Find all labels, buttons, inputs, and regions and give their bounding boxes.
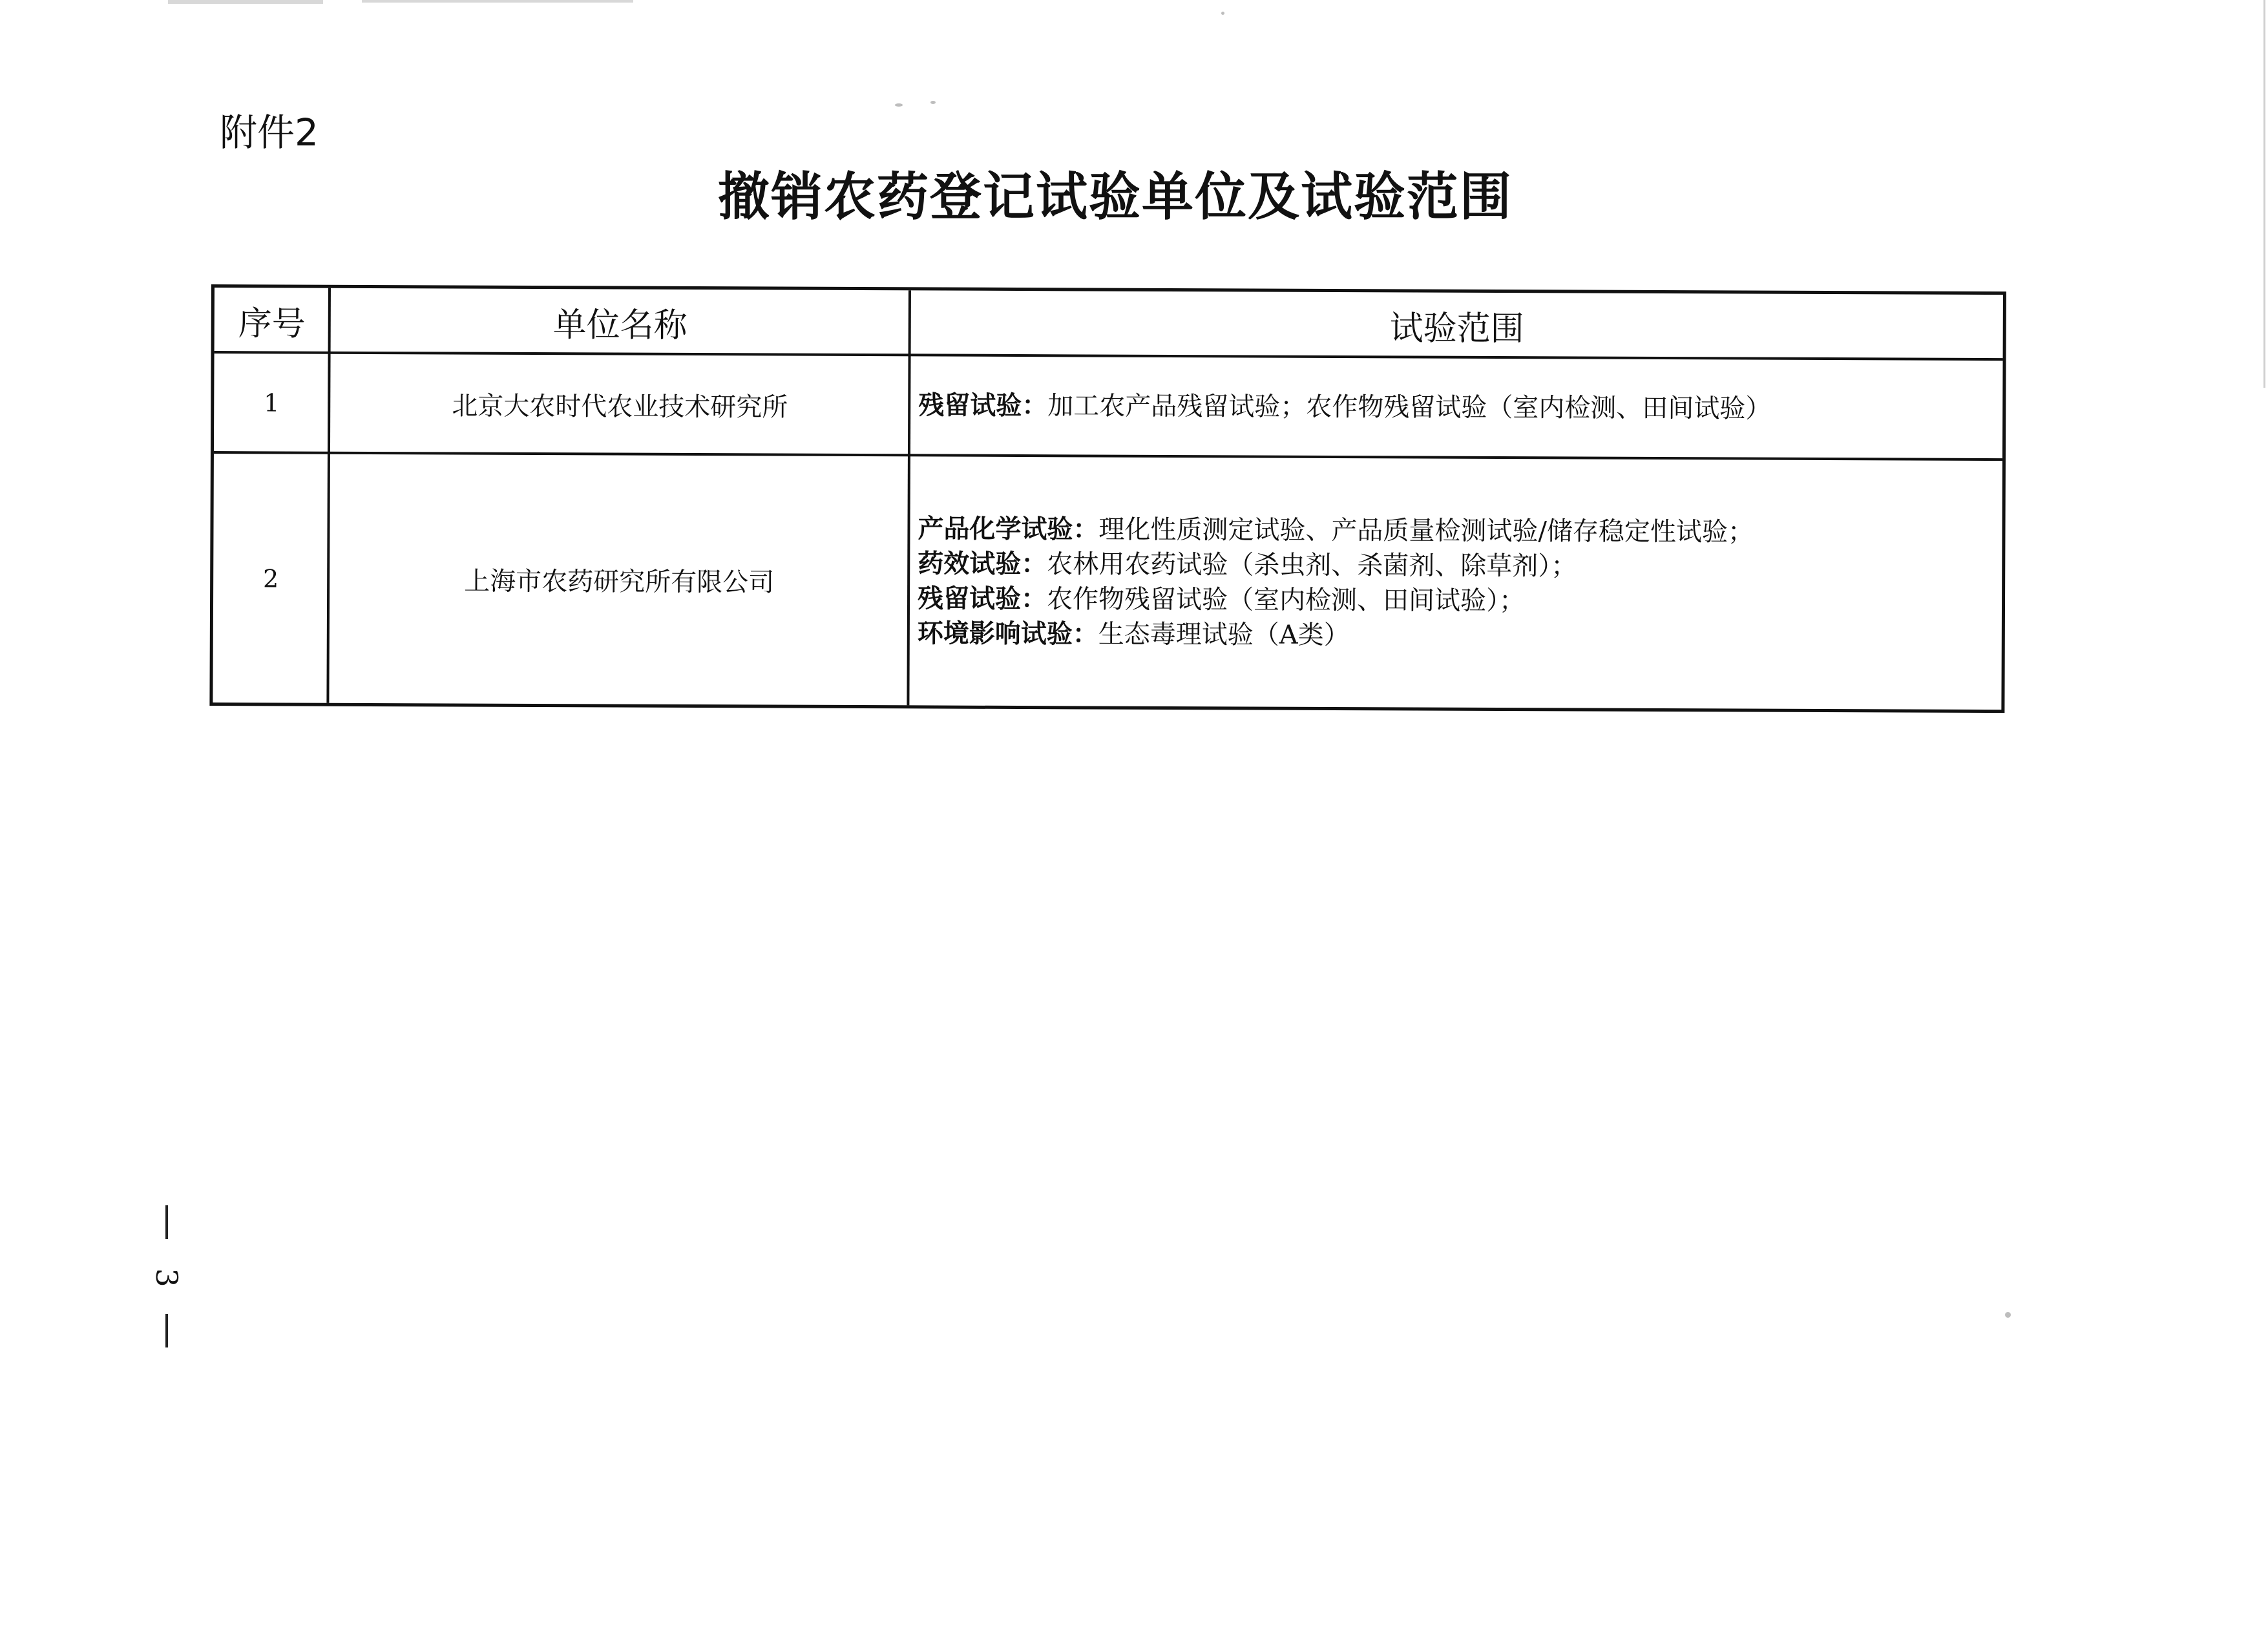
row-2-index: 2 <box>262 564 279 593</box>
scan-speck <box>930 101 936 104</box>
header-unit-name: 单位名称 <box>552 305 688 345</box>
scope-category: 环境影响试验： <box>917 618 1098 650</box>
page-number-dash <box>165 1314 168 1347</box>
scope-category: 残留试验： <box>918 390 1048 421</box>
row-2-unit-name: 上海市农药研究所有限公司 <box>464 566 775 598</box>
revocation-table <box>209 284 2006 713</box>
scan-speck <box>2005 1312 2011 1318</box>
scope-line <box>918 581 1525 618</box>
scope-category: 产品化学试验： <box>918 513 1099 545</box>
scope-category: 残留试验： <box>917 583 1047 614</box>
page-number-marker <box>149 1205 184 1360</box>
scope-detail: 农林用农药试验（杀虫剂、杀菌剂、除草剂）； <box>1047 549 1577 581</box>
scan-speck <box>1221 12 1224 15</box>
scope-detail: 理化性质测定试验、产品质量检测试验/储存稳定性试验； <box>1098 514 1754 547</box>
scan-edge-strip <box>362 0 633 3</box>
scope-line <box>918 546 1577 584</box>
document-title: 撤销农药登记试验单位及试验范围 <box>718 167 1513 227</box>
attachment-label: 附件2 <box>220 111 319 154</box>
scope-detail: 农作物残留试验（室内检测、田间试验）； <box>1046 584 1526 616</box>
header-index: 序号 <box>238 304 306 344</box>
scope-line <box>918 388 1771 426</box>
scope-detail: 生态毒理试验（A类） <box>1098 619 1350 650</box>
page-number-dash <box>165 1205 168 1239</box>
scope-line <box>918 511 1754 549</box>
scope-line <box>918 616 1350 653</box>
scan-right-edge <box>2263 0 2265 388</box>
scope-detail: 加工农产品残留试验；农作物残留试验（室内检测、田间试验） <box>1047 391 1772 424</box>
scope-category: 药效试验： <box>918 548 1047 579</box>
row-2-scope <box>909 456 2002 710</box>
header-scope: 试验范围 <box>1389 308 1524 348</box>
row-1-index: 1 <box>264 388 280 417</box>
row-1-unit-name: 北京大农时代农业技术研究所 <box>452 390 788 423</box>
row-1-scope <box>910 356 2003 459</box>
scan-speck <box>895 103 903 107</box>
scan-edge-strip <box>168 0 323 4</box>
page-number: 3 <box>149 1268 184 1287</box>
